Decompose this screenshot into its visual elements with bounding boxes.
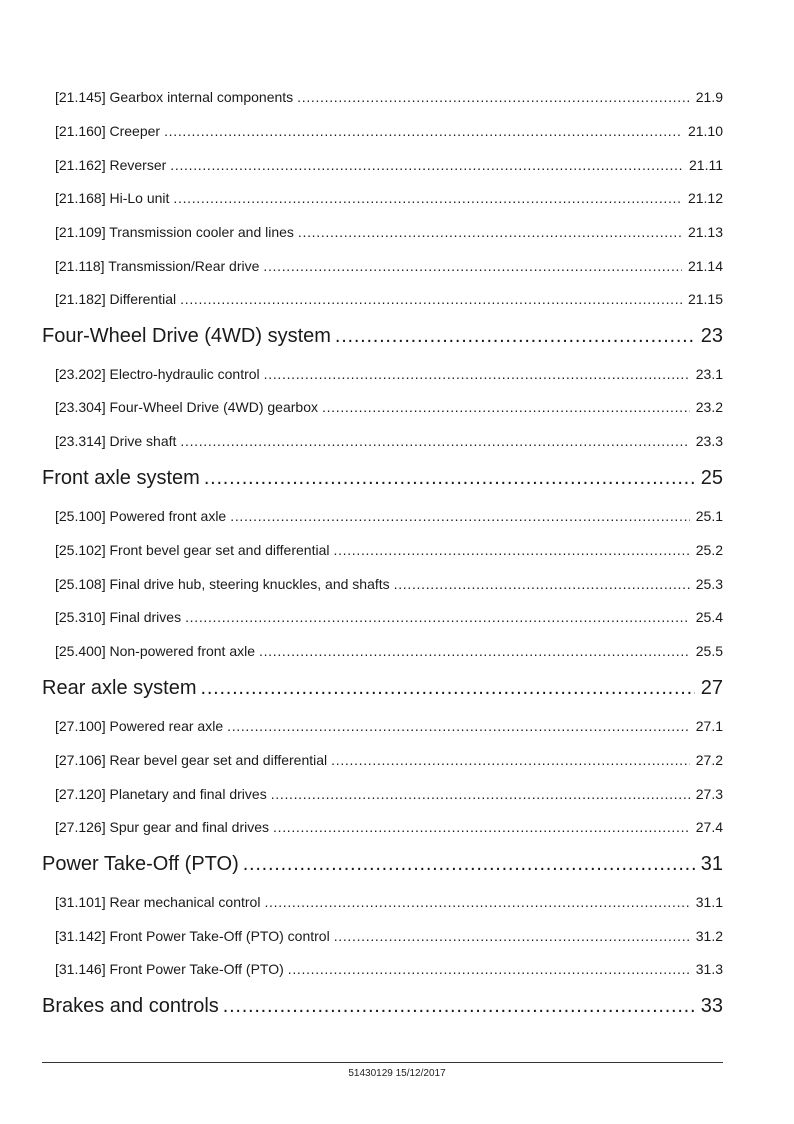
dot-leader [331,752,690,768]
toc-entry-label: [21.182] Differential [55,291,177,307]
toc-section-label: Front axle system [42,467,200,489]
toc-section-label: Brakes and controls [42,995,219,1017]
dot-leader [334,928,690,944]
toc-entry-page: 23.3 [695,433,723,449]
dot-leader [263,258,682,274]
dot-leader [227,718,690,734]
dot-leader [264,894,689,910]
toc-entry-page: 21.13 [687,224,723,240]
toc-entry[interactable] [55,576,723,592]
toc-entry[interactable] [55,157,723,173]
dot-leader [230,508,690,524]
toc-entry[interactable] [55,258,723,274]
toc-entry[interactable] [55,542,723,558]
toc-entry-label: [25.310] Final drives [55,609,182,625]
toc-entry[interactable] [55,508,723,524]
toc-section-page: 27 [700,677,723,699]
toc-section-page: 23 [700,325,723,347]
toc-entry[interactable] [55,190,723,206]
toc-section-heading[interactable] [42,325,723,348]
toc-entry-page: 31.1 [695,894,723,910]
dot-leader [288,961,690,977]
toc-entry-label: [21.109] Transmission cooler and lines [55,224,294,240]
toc-entry-label: [25.102] Front bevel gear set and differential [55,542,330,558]
toc-section-page: 33 [700,995,723,1017]
toc-entry-label: [21.162] Reverser [55,157,167,173]
toc-entry[interactable] [55,718,723,734]
dot-leader [164,123,682,139]
toc-entry-page: 25.4 [695,609,723,625]
toc-entry-page: 23.1 [695,366,723,382]
dot-leader [204,467,695,490]
toc-entry-label: [25.108] Final drive hub, steering knuckles, and shafts [55,576,390,592]
toc-entry[interactable] [55,786,723,802]
toc-entry-page: 21.9 [695,89,723,105]
toc-entry-page: 31.2 [695,928,723,944]
toc-entry-label: [25.400] Non-powered front axle [55,643,256,659]
toc-entry-label: [21.168] Hi-Lo unit [55,190,170,206]
dot-leader [259,643,690,659]
toc-entry[interactable] [55,366,723,382]
toc-entry-label: [27.120] Planetary and final drives [55,786,267,802]
toc-entry-label: [25.100] Powered front axle [55,508,227,524]
toc-entry-label: [21.145] Gearbox internal components [55,89,294,105]
dot-leader [273,819,690,835]
toc-section-page: 31 [700,853,723,875]
toc-entry[interactable] [55,399,723,415]
toc-section-label: Rear axle system [42,677,197,699]
toc-section-page: 25 [700,467,723,489]
toc-entry-page: 25.5 [695,643,723,659]
dot-leader [264,366,690,382]
dot-leader [180,433,689,449]
toc-entry-page: 27.3 [695,786,723,802]
toc-entry-page: 27.4 [695,819,723,835]
toc-entry-page: 31.3 [695,961,723,977]
dot-leader [335,325,695,348]
footer-document-id: 51430129 15/12/2017 [348,1068,446,1079]
toc-entry[interactable] [55,928,723,944]
toc-entry[interactable] [55,89,723,105]
toc-entry-label: [23.202] Electro-hydraulic control [55,366,260,382]
toc-entry-page: 21.15 [687,291,723,307]
dot-leader [322,399,690,415]
toc-entry-page: 27.1 [695,718,723,734]
toc-entry[interactable] [55,819,723,835]
toc-entry-page: 21.14 [687,258,723,274]
toc-section-label: Power Take-Off (PTO) [42,853,239,875]
toc-entry[interactable] [55,752,723,768]
toc-entry-label: [21.160] Creeper [55,123,161,139]
footer-divider [42,1062,723,1063]
toc-entry-label: [31.146] Front Power Take-Off (PTO) [55,961,284,977]
toc-entry[interactable] [55,961,723,977]
dot-leader [185,609,690,625]
toc-entry[interactable] [55,609,723,625]
toc-section-heading[interactable] [42,853,723,876]
toc-entry[interactable] [55,894,723,910]
dot-leader [180,291,682,307]
toc-entry-page: 25.1 [695,508,723,524]
toc-entry-label: [31.142] Front Power Take-Off (PTO) control [55,928,330,944]
toc-section-label: Four-Wheel Drive (4WD) system [42,325,331,347]
toc-entry[interactable] [55,643,723,659]
toc-entry-page: 21.10 [687,123,723,139]
dot-leader [223,995,695,1018]
toc-section-heading[interactable] [42,677,723,700]
toc-entry-page: 27.2 [695,752,723,768]
toc-entry[interactable] [55,433,723,449]
toc-entry-page: 23.2 [695,399,723,415]
toc-entry-label: [23.304] Four-Wheel Drive (4WD) gearbox [55,399,318,415]
toc-entry-label: [21.118] Transmission/Rear drive [55,258,260,274]
toc-entry-label: [31.101] Rear mechanical control [55,894,261,910]
dot-leader [170,157,683,173]
toc-entry-label: [23.314] Drive shaft [55,433,177,449]
toc-entry-label: [27.126] Spur gear and final drives [55,819,270,835]
toc-entry[interactable] [55,224,723,240]
dot-leader [201,677,695,700]
dot-leader [297,89,690,105]
dot-leader [243,853,695,876]
toc-entry-page: 25.2 [695,542,723,558]
dot-leader [173,190,682,206]
dot-leader [333,542,689,558]
dot-leader [394,576,690,592]
toc-entry[interactable] [55,291,723,307]
toc-entry-page: 25.3 [695,576,723,592]
dot-leader [271,786,690,802]
toc-section-heading[interactable] [42,995,723,1018]
toc-entry-label: [27.100] Powered rear axle [55,718,224,734]
toc-section-heading[interactable] [42,467,723,490]
toc-entry-page: 21.11 [689,157,723,173]
toc-entry-page: 21.12 [687,190,723,206]
dot-leader [298,224,682,240]
toc-entry-label: [27.106] Rear bevel gear set and differential [55,752,328,768]
toc-entry[interactable] [55,123,723,139]
